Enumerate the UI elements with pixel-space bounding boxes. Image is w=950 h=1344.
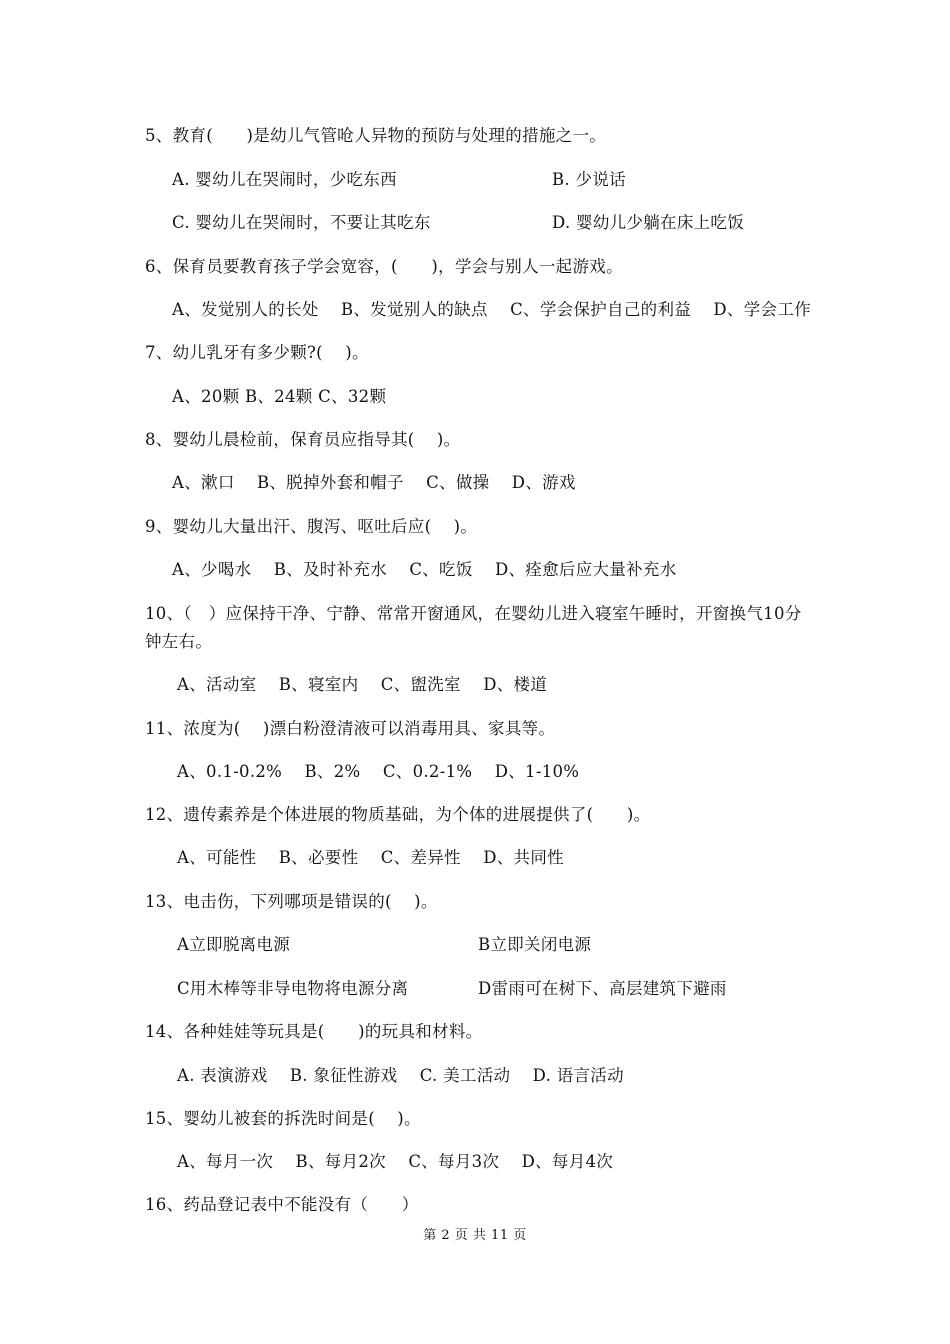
question-9-options: A、少喝水 B、及时补充水 C、吃饭 D、痊愈后应大量补充水 <box>172 560 677 579</box>
question-5-option-b: B. 少说话 <box>552 170 626 189</box>
question-13-option-a: A立即脱离电源 <box>177 935 291 954</box>
question-13-stem: 13、电击伤，下列哪项是错误的( )。 <box>145 892 438 911</box>
question-10-options: A、活动室 B、寝室内 C、盥洗室 D、楼道 <box>177 675 548 694</box>
question-5-option-d: D. 婴幼儿少躺在床上吃饭 <box>552 213 745 232</box>
question-13-option-c: C用木棒等非导电物将电源分离 <box>177 979 409 998</box>
question-7-stem: 7、幼儿乳牙有多少颗?( )。 <box>145 343 369 362</box>
question-14-options: A. 表演游戏 B. 象征性游戏 C. 美工活动 D. 语言活动 <box>177 1066 624 1085</box>
question-5-option-c: C. 婴幼儿在哭闹时，不要让其吃东 <box>172 213 431 232</box>
page-footer: 第 2 页 共 11 页 <box>423 1228 527 1243</box>
question-13-option-b: B立即关闭电源 <box>478 935 592 954</box>
question-11-options: A、0.1-0.2% B、2% C、0.2-1% D、1-10% <box>177 762 580 781</box>
question-10-stem-line-2: 钟左右。 <box>145 632 213 651</box>
question-12-stem: 12、遗传素养是个体进展的物质基础，为个体的进展提供了( )。 <box>145 805 651 824</box>
question-11-stem: 11、浓度为( )漂白粉澄清液可以消毒用具、家具等。 <box>145 719 556 738</box>
question-16-stem: 16、药品登记表中不能没有（ ） <box>145 1195 419 1214</box>
question-7-options: A、20颗 B、24颗 C、32颗 <box>172 387 387 406</box>
question-9-stem: 9、婴幼儿大量出汗、腹泻、呕吐后应( )。 <box>145 517 478 536</box>
question-15-stem: 15、婴幼儿被套的拆洗时间是( )。 <box>145 1109 421 1128</box>
question-5-stem: 5、教育( )是幼儿气管呛人异物的预防与处理的措施之一。 <box>145 126 607 145</box>
question-13-option-d: D雷雨可在树下、高层建筑下避雨 <box>478 979 727 998</box>
question-8-stem: 8、婴幼儿晨检前，保育员应指导其( )。 <box>145 430 461 449</box>
question-6-options: A、发觉别人的长处 B、发觉别人的缺点 C、学会保护自己的利益 D、学会工作 <box>172 300 811 319</box>
question-14-stem: 14、各种娃娃等玩具是( )的玩具和材料。 <box>145 1022 483 1041</box>
question-8-options: A、漱口 B、脱掉外套和帽子 C、做操 D、游戏 <box>172 473 576 492</box>
question-6-stem: 6、保育员要教育孩子学会宽容，( )，学会与别人一起游戏。 <box>145 257 623 276</box>
question-15-options: A、每月一次 B、每月2次 C、每月3次 D、每月4次 <box>177 1152 614 1171</box>
question-12-options: A、可能性 B、必要性 C、差异性 D、共同性 <box>177 848 564 867</box>
question-10-stem-line-1: 10、（ ）应保持干净、宁静、常常开窗通风，在婴幼儿进入寝室午睡时，开窗换气10分 <box>145 604 802 623</box>
question-5-option-a: A. 婴幼儿在哭闹时，少吃东西 <box>172 170 397 189</box>
